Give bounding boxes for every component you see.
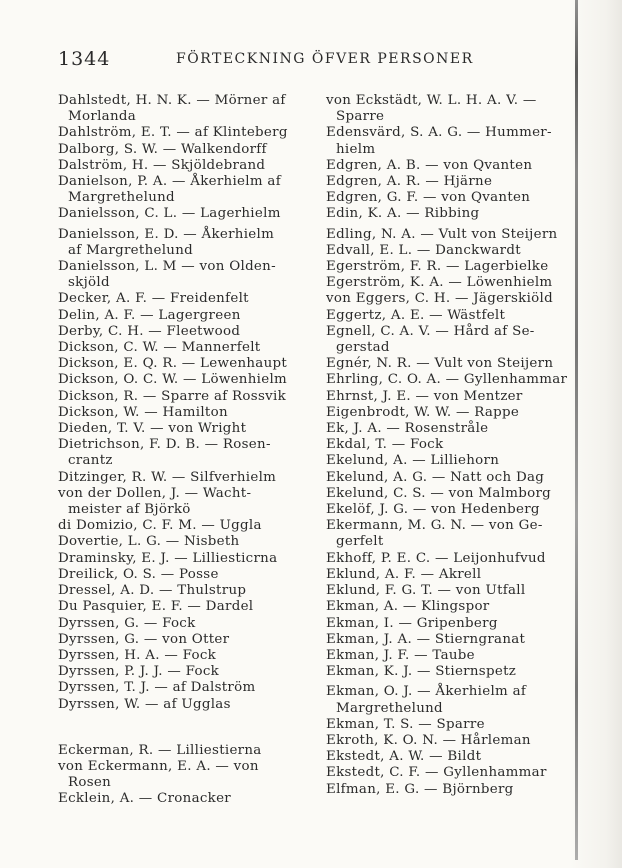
list-item-continuation: hielm: [336, 141, 376, 157]
list-item: Ekelund, A. — Lilliehorn: [326, 453, 500, 469]
list-item: Edgren, A. B. — von Qvanten: [326, 157, 533, 173]
list-item: Edensvärd, S. A. G. — Hummer-: [326, 125, 552, 141]
list-item: Dyrssen, T. J. — af Dalström: [58, 680, 256, 696]
list-item-continuation: crantz: [68, 453, 113, 469]
list-item: Dyrssen, G. — Fock: [58, 615, 196, 631]
list-item: Ekelund, A. G. — Natt och Dag: [326, 469, 545, 485]
list-item: di Domizio, C. F. M. — Uggla: [58, 518, 262, 534]
list-item: Egnér, N. R. — Vult von Steijern: [326, 356, 554, 372]
list-item: Dickson, R. — Sparre af Rossvik: [58, 388, 287, 404]
list-item: Dyrssen, G. — von Otter: [58, 631, 230, 647]
list-item: Dreilick, O. S. — Posse: [58, 566, 219, 582]
list-item: Danielsson, E. D. — Åkerhielm: [58, 226, 275, 242]
page-title: FÖRTECKNING ÖFVER PERSONER: [176, 51, 474, 67]
list-item: Ekman, K. J. — Stiernspetz: [326, 664, 517, 680]
left-column: [58, 93, 308, 808]
list-item: Ekman, O. J. — Åkerhielm af: [326, 684, 527, 700]
list-item: Dahlstedt, H. N. K. — Mörner af: [58, 93, 286, 108]
list-item: von Eggers, C. H. — Jägerskiöld: [326, 291, 553, 307]
list-item: Du Pasquier, E. F. — Dardel: [58, 599, 254, 615]
list-item: Danielsson, L. M — von Olden-: [58, 259, 276, 275]
list-item: Ekelund, C. S. — von Malmborg: [326, 485, 552, 501]
book-spine-edge: [575, 0, 578, 860]
list-item: Ek, J. A. — Rosenstråle: [326, 421, 489, 437]
list-item: Draminsky, E. J. — Lilliesticrna: [58, 550, 278, 566]
list-item: Dressel, A. D. — Thulstrup: [58, 583, 247, 599]
list-item-continuation: Margrethelund: [336, 700, 443, 716]
page-header: [58, 48, 570, 72]
list-item-continuation: gerstad: [336, 340, 390, 356]
list-item: von Eckstädt, W. L. H. A. V. —: [326, 93, 537, 108]
list-item: Dalström, H. — Skjöldebrand: [58, 157, 266, 173]
list-item: Ekhoff, P. E. C. — Leijonhufvud: [326, 550, 546, 566]
list-item: Dalborg, S. W. — Walkendorff: [58, 141, 267, 157]
list-item-continuation: skjöld: [68, 275, 110, 291]
list-item: Ekdal, T. — Fock: [326, 437, 444, 453]
list-item-continuation: Sparre: [336, 109, 385, 125]
list-item-continuation: Morlanda: [68, 109, 137, 125]
list-item: Ekman, A. — Klingspor: [326, 599, 490, 615]
list-item: Egnell, C. A. V. — Hård af Se-: [326, 323, 535, 339]
list-item: Eckerman, R. — Lilliestierna: [58, 742, 262, 758]
list-item: Dickson, C. W. — Mannerfelt: [58, 340, 261, 356]
list-item: Eklund, A. F. — Akrell: [326, 566, 482, 582]
list-item: Ekstedt, A. W. — Bildt: [326, 749, 482, 765]
list-item: Delin, A. F. — Lagergreen: [58, 307, 241, 323]
list-item: Egerström, F. R. — Lagerbielke: [326, 259, 549, 275]
list-item: Edgren, G. F. — von Qvanten: [326, 190, 531, 206]
list-item: Danielson, P. A. — Åkerhielm af: [58, 174, 281, 190]
list-item: Eklund, F. G. T. — von Utfall: [326, 583, 526, 599]
page-number: 1344: [58, 48, 111, 70]
list-item: von der Dollen, J. — Wacht-: [58, 485, 252, 501]
list-item: Ekman, J. A. — Stierngranat: [326, 631, 526, 647]
list-item: Dickson, W. — Hamilton: [58, 404, 228, 420]
list-item-continuation: gerfelt: [336, 534, 384, 550]
list-item: Dickson, E. Q. R. — Lewenhaupt: [58, 356, 288, 372]
list-item: Dieden, T. V. — von Wright: [58, 421, 247, 437]
list-item: Dickson, O. C. W. — Löwenhielm: [58, 372, 288, 388]
list-item: Ekman, T. S. — Sparre: [326, 716, 485, 732]
section-gap: [58, 713, 308, 743]
list-item: Ekman, I. — Gripenberg: [326, 615, 498, 631]
list-item: Dietrichson, F. D. B. — Rosen-: [58, 437, 271, 453]
list-item-continuation: af Margrethelund: [68, 242, 194, 258]
list-item: Ditzinger, R. W. — Silfverhielm: [58, 469, 277, 485]
list-item: Eigenbrodt, W. W. — Rappe: [326, 404, 520, 420]
list-item-continuation: Margrethelund: [68, 190, 175, 206]
list-item: Edgren, A. R. — Hjärne: [326, 174, 493, 190]
list-item-continuation: Rosen: [68, 775, 112, 791]
list-item: von Eckermann, E. A. — von: [58, 758, 259, 774]
list-item: Egerström, K. A. — Löwenhielm: [326, 275, 553, 291]
list-item: Ehrling, C. O. A. — Gyllenhammar: [326, 372, 568, 388]
list-item: Elfman, E. G. — Björnberg: [326, 781, 514, 797]
list-item: Ekelöf, J. G. — von Hedenberg: [326, 502, 540, 518]
list-item: Dyrssen, H. A. — Fock: [58, 647, 217, 663]
list-item: Derby, C. H. — Fleetwood: [58, 323, 241, 339]
list-item: Dahlström, E. T. — af Klinteberg: [58, 125, 288, 141]
list-item: Eggertz, A. E. — Wästfelt: [326, 307, 506, 323]
list-item: Edin, K. A. — Ribbing: [326, 206, 480, 222]
list-item-continuation: meister af Björkö: [68, 502, 191, 518]
list-item: Ekman, J. F. — Taube: [326, 647, 475, 663]
list-item: Edvall, E. L. — Danckwardt: [326, 242, 521, 258]
list-item: Ekstedt, C. F. — Gyllenhammar: [326, 765, 547, 781]
list-item: Ekermann, M. G. N. — von Ge-: [326, 518, 543, 534]
right-column: [326, 93, 566, 798]
list-item: Danielsson, C. L. — Lagerhielm: [58, 206, 281, 222]
list-item: Dyrssen, W. — af Ugglas: [58, 696, 231, 712]
list-item: Dyrssen, P. J. J. — Fock: [58, 664, 220, 680]
list-item: Edling, N. A. — Vult von Steijern: [326, 226, 558, 242]
list-item: Ekroth, K. O. N. — Hårleman: [326, 732, 531, 748]
list-item: Ehrnst, J. E. — von Mentzer: [326, 388, 523, 404]
list-item: Ecklein, A. — Cronacker: [58, 791, 232, 807]
list-item: Decker, A. F. — Freidenfelt: [58, 291, 249, 307]
list-item: Dovertie, L. G. — Nisbeth: [58, 534, 240, 550]
